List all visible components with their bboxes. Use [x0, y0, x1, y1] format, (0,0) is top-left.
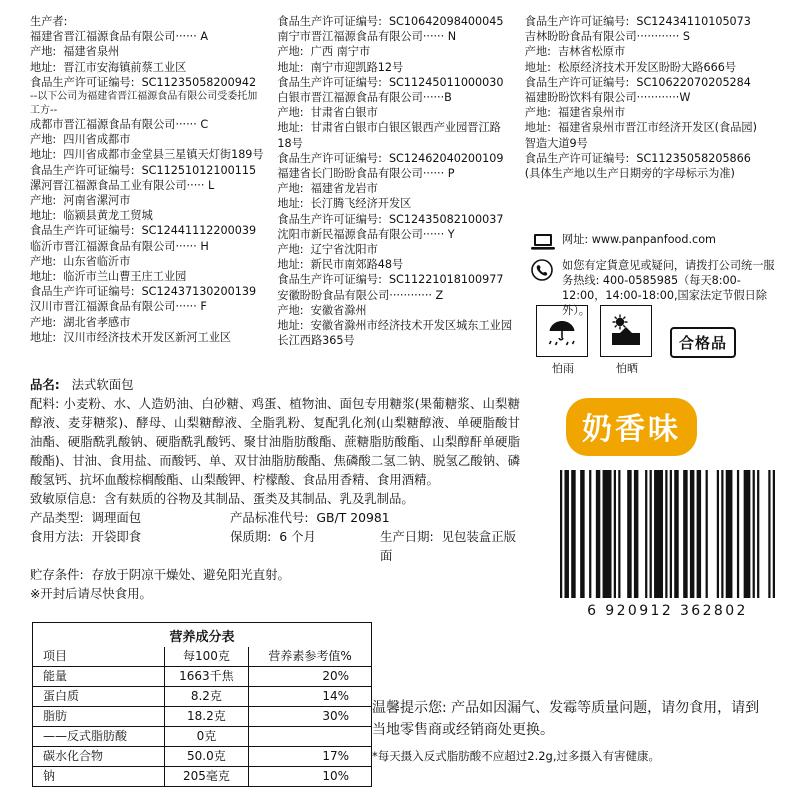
producer-line: 地址: 福建省泉州市晋江市经济开发区(食品园) 智造大道9号 — [524, 121, 761, 150]
producer-line: 产地: 山东省临沂市 — [30, 254, 131, 268]
nutrition-name: 钠 — [33, 767, 164, 787]
allergen-row — [30, 489, 520, 508]
ingredients-label: 配料: — [30, 396, 60, 411]
product-standard — [230, 508, 520, 527]
producer-column-1 — [30, 14, 265, 348]
producer-line: 地址: 临沂市兰山曹王庄工业园 — [30, 270, 187, 284]
nutrition-nrv — [249, 727, 371, 747]
qualified-mark: 合格品 — [670, 327, 736, 358]
standard-label: 产品标准代号: — [230, 510, 309, 525]
producer-line: 地址: 汉川市经济技术开发区新河工业区 — [30, 330, 232, 344]
producer-line: 食品生产许可证编号: SC12441112200039 — [30, 224, 257, 238]
producer-line: 产地: 福建省泉州市 — [524, 106, 626, 120]
shelf-label: 保质期: — [230, 529, 272, 544]
producer-line: 地址: 临颍县黄龙工贸城 — [30, 209, 153, 223]
producer-line: 南宁市晋江福源食品有限公司······ N — [277, 30, 457, 44]
shelf-life — [230, 527, 380, 565]
producer-line: 汉川市晋江福源食品有限公司······ F — [30, 300, 207, 314]
nutrition-header-nrv: 营养素参考值% — [249, 647, 371, 667]
producer-line: 地址: 松原经济技术开发区盼盼大路666号 — [524, 60, 737, 74]
nutrition-nrv: 10% — [249, 767, 371, 787]
producer-line: 生产者: — [30, 15, 68, 28]
phone-icon — [530, 258, 556, 280]
allergen-value: 含有麸质的谷物及其制品、蛋类及其制品、乳及乳制品。 — [104, 491, 414, 506]
product-name-label: 品名: — [30, 377, 60, 392]
producer-line: 产地: 吉林省松原市 — [524, 45, 626, 59]
website-label: 网址: www.panpanfood.com — [562, 233, 716, 246]
producer-line: 地址: 南宁市迎凯路12号 — [277, 60, 404, 74]
production-date — [380, 527, 520, 565]
product-info — [30, 375, 520, 603]
producer-line: 产地: 福建省泉州 — [30, 45, 120, 59]
nutrition-header-item: 项目 — [33, 647, 164, 667]
nutrition-caption: 营养成分表 — [169, 630, 235, 645]
allergen-label: 致敏原信息: — [30, 491, 97, 506]
laptop-icon — [530, 232, 556, 254]
producer-line: 食品生产许可证编号: SC10622070205284 — [524, 75, 751, 89]
producer-line: 食品生产许可证编号: SC12462040200109 — [277, 151, 504, 165]
producer-line: 白银市晋江福源食品有限公司······B — [277, 91, 452, 105]
nutrition-value: 0克 — [164, 727, 249, 747]
producer-column-2 — [277, 14, 512, 348]
product-name-value: 法式软面包 — [71, 377, 134, 392]
flavour-badge: 奶香味 — [566, 398, 697, 456]
nutrition-name: 蛋白质 — [33, 687, 164, 707]
website-row — [530, 232, 780, 254]
nutrition-header-per100g: 每100克 — [164, 647, 249, 667]
producer-line: 食品生产许可证编号: SC11251012100115 — [30, 163, 257, 177]
producer-line: --以下公司为福建省晋江福源食品有限公司受委托加工方-- — [30, 91, 258, 116]
nutrition-name: 能量 — [33, 667, 164, 687]
shelf-value: 6 个月 — [279, 529, 316, 544]
care-icon-sun — [600, 305, 654, 376]
producer-line: 产地: 安徽省滁州 — [277, 303, 367, 317]
producer-line: 食品生产许可证编号: SC11235058200942 — [30, 75, 257, 89]
producer-line: 福建省晋江福源食品有限公司······ A — [30, 30, 208, 44]
producer-line: 安徽盼盼食品有限公司············ Z — [277, 288, 444, 302]
producer-line: 食品生产许可证编号: SC11235058205866 — [524, 151, 751, 165]
barcode-number: 6 920912 362802 — [587, 603, 748, 619]
producer-line: 食品生产许可证编号: SC12437130200139 — [30, 285, 257, 299]
producer-line: 成都市晋江福源食品有限公司······ C — [30, 118, 209, 132]
ingredients-value: 小麦粉、水、人造奶油、白砂糖、鸡蛋、植物油、面包专用糖浆(果葡糖浆、山梨糖醇液、麦芽糖浆)、酵母、山梨糖醇液、全脂乳粉、复配乳化剂(山梨糖醇液、单硬脂酸甘油酯、硬脂酰乳酸钠、硬脂酰乳酸钙、聚甘油脂肪酸酯、蔗糖脂肪酸酯、山梨醇酐单硬脂酸酯)、甘油、食用盐、而酸钙、单、双甘油脂肪酸酯、焦磷酸二氢二钠、脱氢乙酸钠、磷酸氢钙、抗坏血酸棕榈酸酯、山梨酸钾、柠檬酸、食品用香精、食用酒精。 — [30, 396, 520, 487]
producer-line: 产地: 甘肃省白银市 — [277, 106, 378, 120]
producer-line: 地址: 晋江市安海镇前蔡工业区 — [30, 60, 187, 74]
table-row — [33, 687, 371, 707]
product-type-value: 调理面包 — [91, 510, 142, 525]
date-value: 见包装盒正版面 — [380, 529, 516, 563]
nutrition-value: 1663千焦 — [164, 667, 249, 687]
standard-value: GB/T 20981 — [316, 510, 390, 525]
warm-tips — [372, 697, 772, 765]
producer-line: 食品生产许可证编号: SC10642098400045 — [277, 15, 504, 28]
producer-line: (具体生产地以生产日期旁的字母标示为准) — [524, 167, 735, 181]
product-type-label: 产品类型: — [30, 510, 84, 525]
nutrition-value: 50.0克 — [164, 747, 249, 767]
table-row — [33, 727, 371, 747]
sun-box-icon — [600, 305, 652, 357]
producer-line: 漯河晋江福源食品工业有限公司····· L — [30, 178, 215, 192]
barcode-bars — [560, 470, 775, 598]
nutrition-value: 205毫克 — [164, 767, 249, 787]
nutrition-name: 脂肪 — [33, 707, 164, 727]
eat-method — [30, 527, 230, 565]
nutrition-name: ——反式脂肪酸 — [33, 727, 164, 747]
nutrition-nrv: 20% — [249, 667, 371, 687]
producer-line: 吉林盼盼食品有限公司············ S — [524, 30, 690, 44]
producer-line: 地址: 四川省成都市金堂县三星镇天灯街189号 — [30, 148, 264, 162]
producer-line: 地址: 甘肃省白银市白银区银西产业园晋江路18号 — [277, 121, 501, 150]
care-icon-rain — [536, 305, 590, 376]
nutrition-nrv: 14% — [249, 687, 371, 707]
table-row — [33, 747, 371, 767]
table-row — [33, 707, 371, 727]
table-row — [33, 767, 371, 787]
producer-line: 食品生产许可证编号: SC12435082100037 — [277, 212, 504, 226]
eat-shelf-date-row — [30, 527, 520, 565]
producer-line: 产地: 湖北省孝感市 — [30, 315, 131, 329]
producer-line: 福建盼盼饮料有限公司············W — [524, 91, 691, 105]
storage-label: 贮存条件: — [30, 567, 84, 582]
producer-line: 产地: 广西 南宁市 — [277, 45, 371, 59]
nutrition-nrv: 30% — [249, 707, 371, 727]
producer-line: 福建省长门盼盼食品有限公司······ P — [277, 167, 455, 181]
producer-line: 食品生产许可证编号: SC11221018100977 — [277, 273, 504, 287]
product-name-row — [30, 375, 520, 394]
open-note: ※开封后请尽快食用。 — [30, 586, 152, 601]
table-header-row — [33, 647, 371, 667]
ingredients-row — [30, 394, 520, 489]
eat-value: 开袋即食 — [91, 529, 142, 544]
nutrition-nrv: 17% — [249, 747, 371, 767]
producer-line: 地址: 安徽省滁州市经济技术开发区城东工业园长江西路365号 — [277, 319, 513, 348]
producer-line: 地址: 新民市南郊路48号 — [277, 258, 404, 272]
nutrition-table — [32, 622, 372, 787]
storage-row — [30, 565, 520, 584]
producer-line: 食品生产许可证编号: SC12434110105073 — [524, 15, 751, 28]
table-row — [33, 667, 371, 687]
care-label-sun: 怕晒 — [616, 362, 638, 375]
warm-tip-line2: *每天摄入反式脂肪酸不应超过2.2g,过多摄入有害健康。 — [372, 749, 660, 763]
barcode — [560, 470, 775, 619]
producer-line: 产地: 河南省漯河市 — [30, 194, 131, 208]
producer-line: 食品生产许可证编号: SC11245011000030 — [277, 75, 504, 89]
product-type — [30, 508, 230, 527]
producer-line: 地址: 长汀腾飞经济开发区 — [277, 197, 412, 211]
producer-line: 产地: 辽宁省沈阳市 — [277, 243, 378, 257]
warm-tip-line1: 温馨提示您: 产品如因漏气、发霉等质量问题，请勿食用，请到当地零售商或经销商处更换。 — [372, 700, 760, 738]
care-label-rain: 怕雨 — [552, 362, 574, 375]
nutrition-value: 18.2克 — [164, 707, 249, 727]
nutrition-name: 碳水化合物 — [33, 747, 164, 767]
storage-value: 存放于阴凉干燥处、避免阳光直射。 — [91, 567, 290, 582]
type-standard-row — [30, 508, 520, 527]
producer-line: 产地: 福建省龙岩市 — [277, 182, 378, 196]
nutrition-value: 8.2克 — [164, 687, 249, 707]
date-label: 生产日期: — [380, 529, 434, 544]
eat-label: 食用方法: — [30, 529, 84, 544]
producer-line: 临沂市晋江福源食品有限公司······ H — [30, 239, 209, 253]
producer-line: 沈阳市新民福源食品有限公司······ Y — [277, 227, 455, 241]
care-icons — [536, 305, 736, 376]
producer-line: 产地: 四川省成都市 — [30, 133, 131, 147]
umbrella-rain-icon — [536, 305, 588, 357]
service-hotline-label: 如您有定貨意见或疑问，请拨打公司统一服务热线: 400-0585985（每天8:00-12:00，14:00-18:00,国家法定节假日除外）。 — [562, 259, 775, 317]
